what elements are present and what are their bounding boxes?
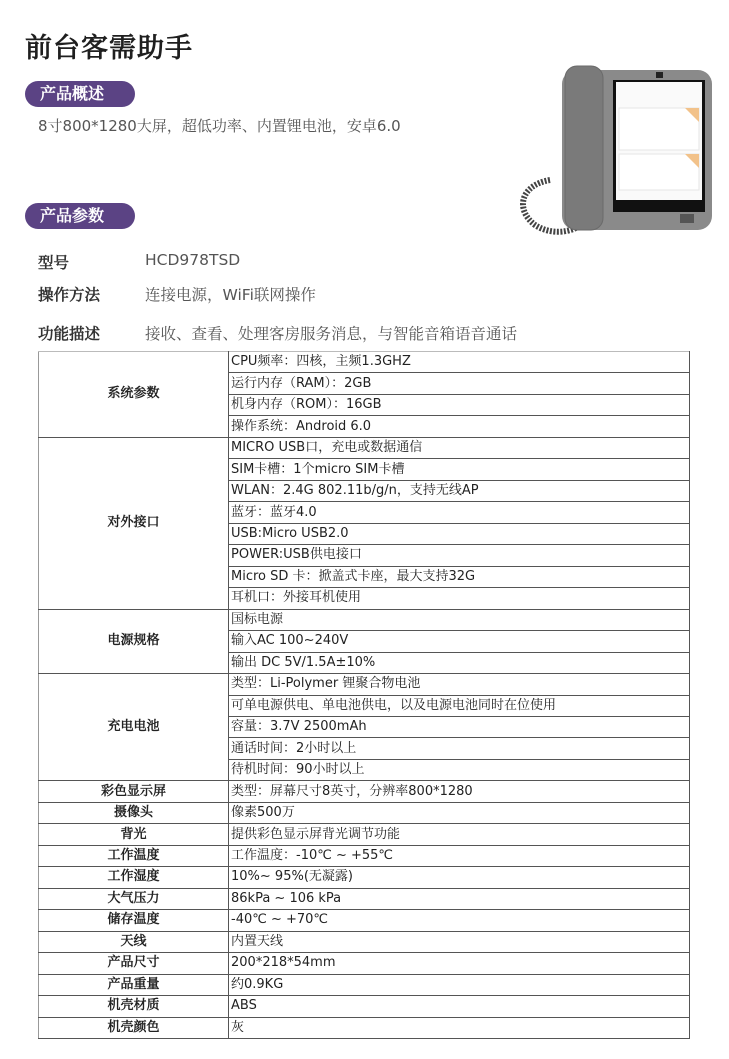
spec-value: USB:Micro USB2.0 [229,523,690,544]
spec-category: 产品重量 [39,974,229,995]
table-row [39,910,690,931]
spec-value: 约0.9KG [229,974,690,995]
table-row [39,609,690,630]
table-row [39,352,690,373]
product-image [510,60,715,240]
spec-value: 类型：屏幕尺寸8英寸，分辨率800*1280 [229,781,690,802]
spec-value: WLAN：2.4G 802.11b/g/n，支持无线AP [229,480,690,501]
spec-value: 灰 [229,1017,690,1038]
spec-value: 运行内存（RAM）：2GB [229,373,690,394]
overview-text: 8寸800*1280大屏，超低功率、内置锂电池，安卓6.0 [38,117,401,135]
spec-category: 工作温度 [39,845,229,866]
spec-category: 机壳颜色 [39,1017,229,1038]
spec-value: 输出 DC 5V/1.5A±10% [229,652,690,673]
spec-value: 200*218*54mm [229,953,690,974]
spec-category: 电源规格 [39,609,229,673]
table-row [39,888,690,909]
table-row [39,974,690,995]
spec-value: 工作温度：-10℃ ~ +55℃ [229,845,690,866]
spec-value: 内置天线 [229,931,690,952]
table-row [39,824,690,845]
spec-category: 摄像头 [39,802,229,823]
spec-value: MICRO USB口，充电或数据通信 [229,437,690,458]
spec-value: POWER:USB供电接口 [229,545,690,566]
table-row [39,674,690,695]
spec-value: 耳机口：外接耳机使用 [229,588,690,609]
spec-value: 86kPa ~ 106 kPa [229,888,690,909]
spec-table [38,351,690,1039]
table-row [39,845,690,866]
spec-value: 像素500万 [229,802,690,823]
table-row [39,867,690,888]
table-row [39,996,690,1017]
spec-value: 提供彩色显示屏背光调节功能 [229,824,690,845]
spec-category: 对外接口 [39,437,229,609]
table-row [39,931,690,952]
param-label: 型号 [38,254,70,272]
param-value: 接收、查看、处理客房服务消息，与智能音箱语音通话 [145,325,518,343]
table-row [39,802,690,823]
spec-value: 容量：3.7V 2500mAh [229,716,690,737]
section-pill-params: 产品参数 [25,203,135,229]
param-model [38,251,240,273]
param-value: 连接电源，WiFi联网操作 [145,286,316,304]
spec-value: -40℃ ~ +70℃ [229,910,690,931]
spec-value: 蓝牙：蓝牙4.0 [229,502,690,523]
spec-value: SIM卡槽：1个micro SIM卡槽 [229,459,690,480]
spec-value: ABS [229,996,690,1017]
spec-category: 产品尺寸 [39,953,229,974]
section-pill-overview: 产品概述 [25,81,135,107]
spec-value: 待机时间：90小时以上 [229,759,690,780]
spec-value: CPU频率：四核，主频1.3GHZ [229,352,690,373]
spec-value: 可单电源供电、单电池供电，以及电源电池同时在位使用 [229,695,690,716]
spec-value: 国标电源 [229,609,690,630]
param-operation [38,283,316,305]
spec-category: 大气压力 [39,888,229,909]
spec-value: 10%~ 95%(无凝露) [229,867,690,888]
table-row [39,1017,690,1038]
table-row [39,781,690,802]
spec-value: Micro SD 卡：掀盖式卡座，最大支持32G [229,566,690,587]
param-value: HCD978TSD [145,251,241,269]
spec-category: 背光 [39,824,229,845]
spec-value: 通话时间：2小时以上 [229,738,690,759]
table-row [39,437,690,458]
page-title: 前台客需助手 [25,33,193,64]
spec-value: 机身内存（ROM）：16GB [229,394,690,415]
spec-value: 输入AC 100~240V [229,631,690,652]
spec-category: 天线 [39,931,229,952]
spec-category: 系统参数 [39,352,229,438]
spec-category: 工作湿度 [39,867,229,888]
spec-category: 机壳材质 [39,996,229,1017]
param-label: 操作方法 [38,286,101,304]
spec-category: 充电电池 [39,674,229,781]
param-function [38,322,517,344]
param-label: 功能描述 [38,325,101,343]
spec-category: 储存温度 [39,910,229,931]
spec-value: 操作系统：Android 6.0 [229,416,690,437]
table-row [39,953,690,974]
spec-category: 彩色显示屏 [39,781,229,802]
spec-value: 类型：Li-Polymer 锂聚合物电池 [229,674,690,695]
